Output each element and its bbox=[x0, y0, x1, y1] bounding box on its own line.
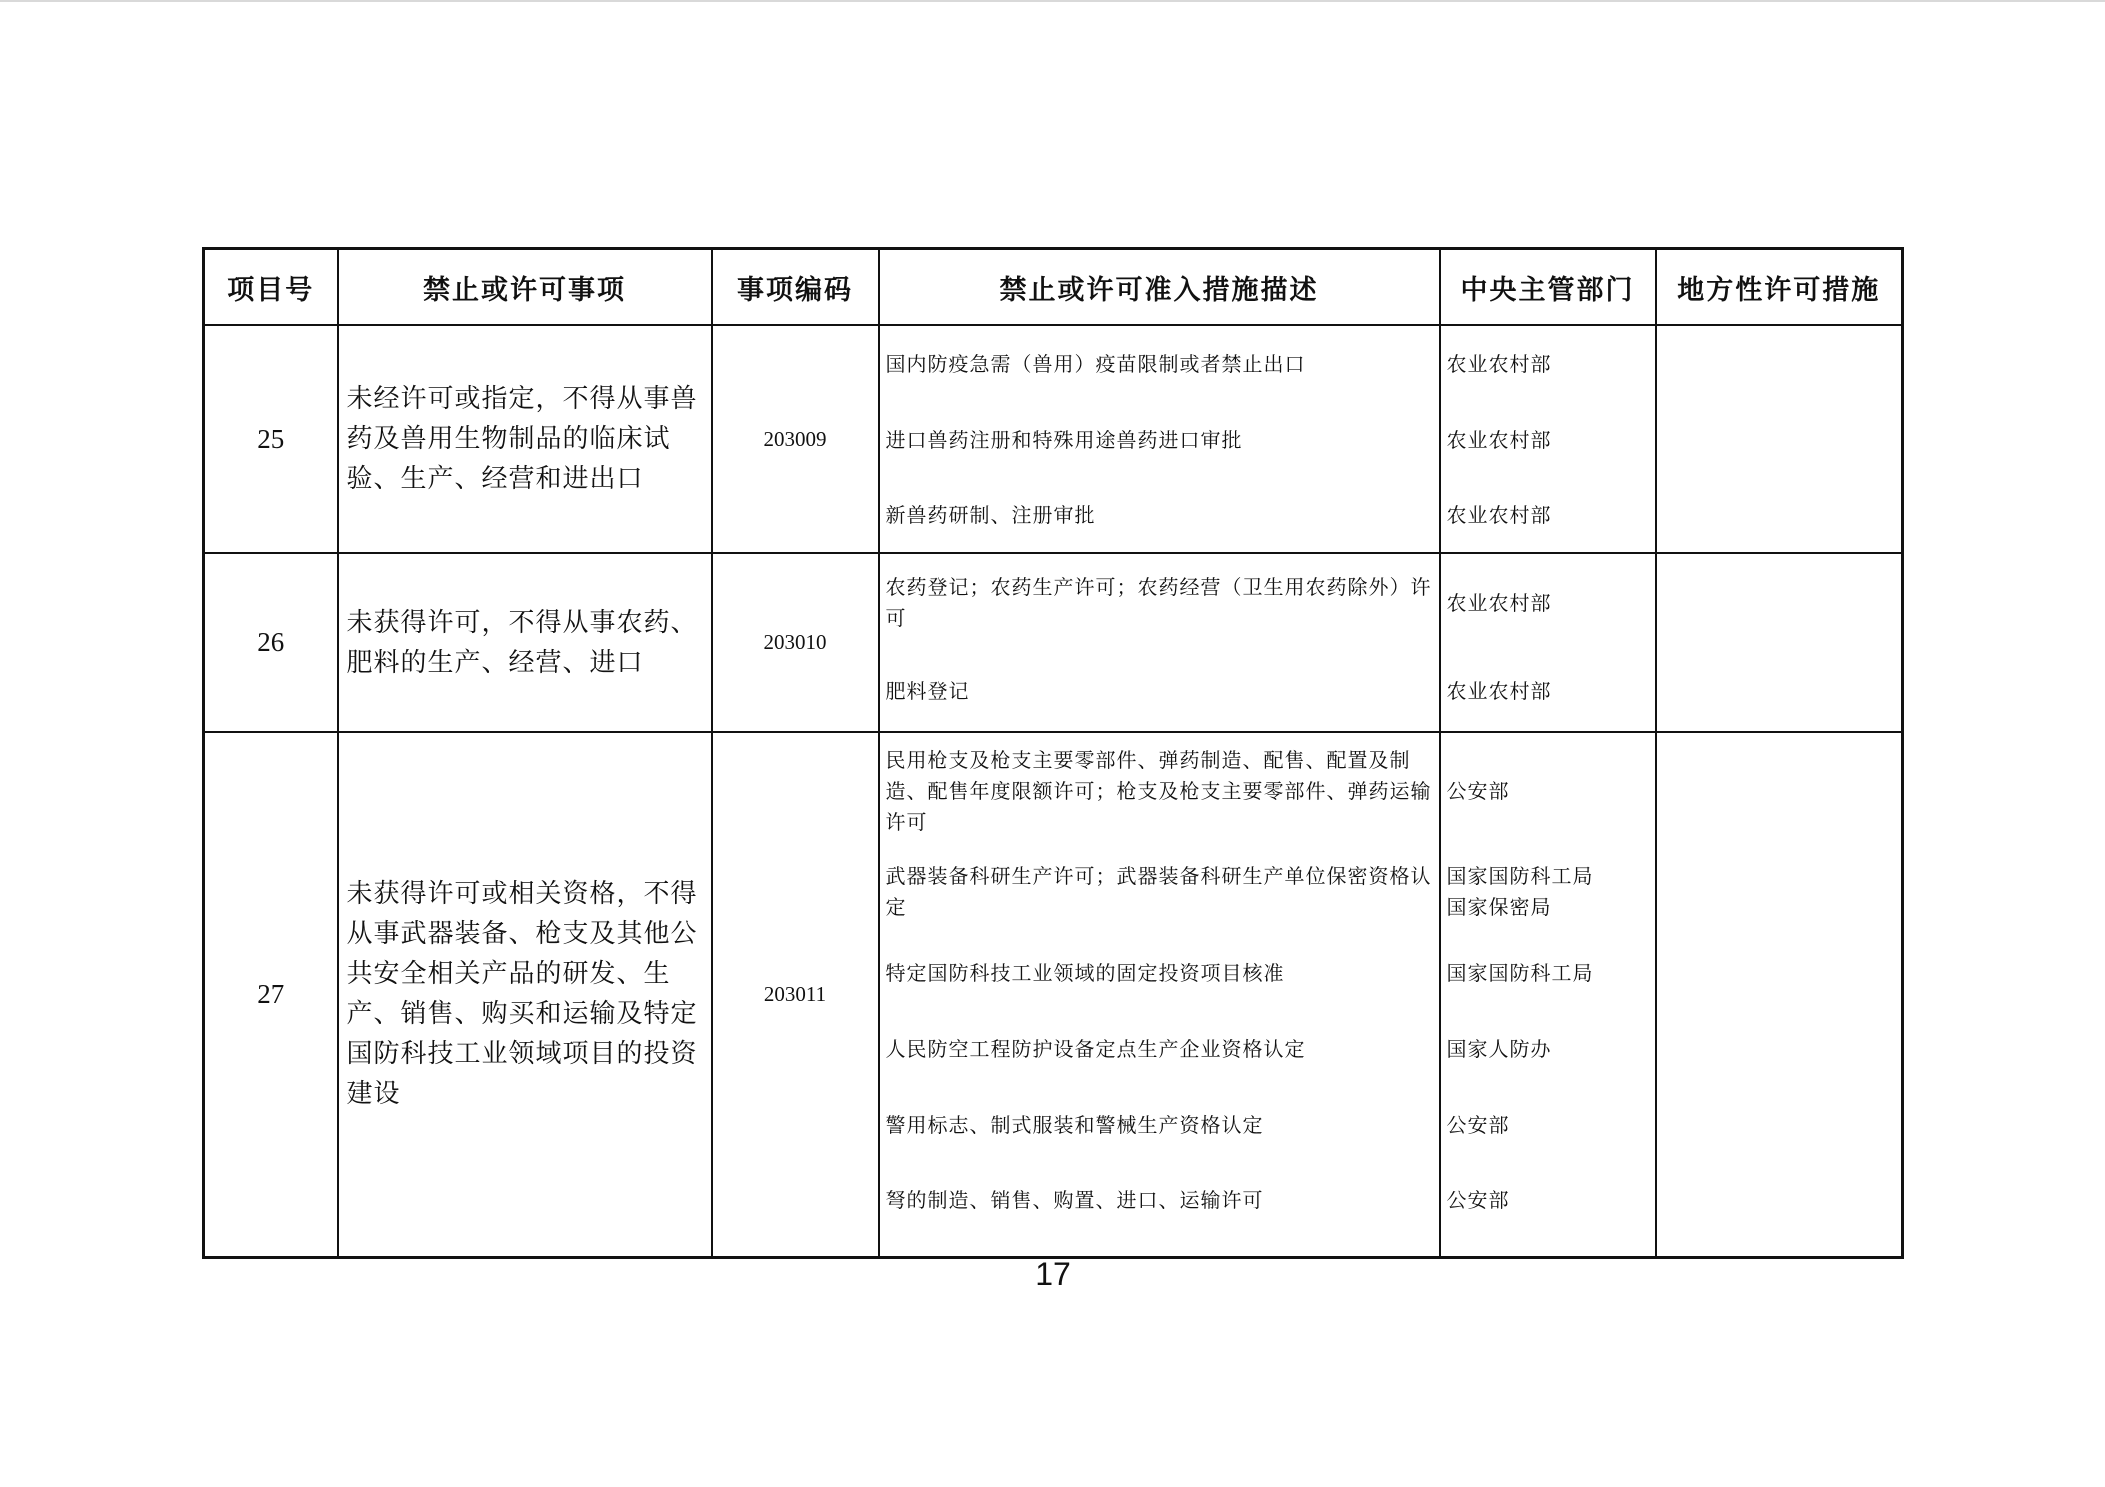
description-cell bbox=[879, 553, 1440, 732]
measure-description: 人民防空工程防护设备定点生产企业资格认定 bbox=[885, 1036, 1306, 1061]
header-department: 中央主管部门 bbox=[1440, 249, 1656, 326]
item-cell: 未经许可或指定，不得从事兽药及兽用生物制品的临床试验、生产、经营和进出口 bbox=[338, 325, 712, 553]
measure-department: 公安部 bbox=[1446, 1112, 1510, 1137]
department-cell bbox=[1440, 325, 1656, 553]
measure-department: 农业农村部 bbox=[1446, 590, 1552, 615]
measure-description: 新兽药研制、注册审批 bbox=[885, 502, 1096, 527]
measure-description: 弩的制造、销售、购置、进口、运输许可 bbox=[885, 1188, 1264, 1212]
department-cell bbox=[1440, 732, 1656, 1257]
code-cell: 203009 bbox=[712, 325, 879, 553]
measure-department: 国家国防科工局 国家保密局 bbox=[1446, 864, 1594, 919]
header-description: 禁止或许可准入措施描述 bbox=[879, 249, 1440, 326]
code-cell: 203011 bbox=[712, 732, 879, 1257]
measure-department: 公安部 bbox=[1446, 778, 1510, 803]
measure-department: 农业农村部 bbox=[1446, 351, 1552, 376]
item-no-cell: 26 bbox=[204, 553, 338, 732]
measure-description: 进口兽药注册和特殊用途兽药进口审批 bbox=[885, 427, 1243, 452]
measure-department: 公安部 bbox=[1446, 1188, 1510, 1212]
table-row bbox=[204, 553, 1903, 732]
header-item-no: 项目号 bbox=[204, 249, 338, 326]
code-cell: 203010 bbox=[712, 553, 879, 732]
header-code: 事项编码 bbox=[712, 249, 879, 326]
top-rule bbox=[0, 0, 2105, 2]
page-number: 17 bbox=[1035, 1256, 1071, 1292]
measure-department: 农业农村部 bbox=[1446, 679, 1552, 703]
measure-department: 农业农村部 bbox=[1446, 427, 1552, 452]
department-cell bbox=[1440, 553, 1656, 732]
measure-description: 农药登记；农药生产许可；农药经营（卫生用农药除外）许可 bbox=[885, 575, 1432, 630]
market-access-table bbox=[202, 247, 1904, 1259]
local-measures-cell bbox=[1656, 732, 1903, 1257]
measure-department: 国家国防科工局 bbox=[1446, 960, 1594, 985]
description-cell bbox=[879, 325, 1440, 553]
measure-description: 特定国防科技工业领域的固定投资项目核准 bbox=[885, 960, 1285, 985]
table-header-row bbox=[204, 249, 1903, 326]
measure-description: 警用标志、制式服装和警械生产资格认定 bbox=[885, 1112, 1264, 1137]
measure-description: 武器装备科研生产许可；武器装备科研生产单位保密资格认定 bbox=[885, 864, 1432, 919]
local-measures-cell bbox=[1656, 325, 1903, 553]
header-item: 禁止或许可事项 bbox=[338, 249, 712, 326]
table-row bbox=[204, 732, 1903, 1257]
item-cell: 未获得许可或相关资格，不得从事武器装备、枪支及其他公共安全相关产品的研发、生产、销售、购买和运输及特定国防科技工业领域项目的投资建设 bbox=[338, 732, 712, 1257]
table-row bbox=[204, 325, 1903, 553]
header-local-measures: 地方性许可措施 bbox=[1656, 249, 1903, 326]
item-no-cell: 27 bbox=[204, 732, 338, 1257]
measure-description: 民用枪支及枪支主要零部件、弹药制造、配售、配置及制造、配售年度限额许可；枪支及枪支主要零部件、弹药运输许可 bbox=[885, 747, 1432, 834]
item-no-cell: 25 bbox=[204, 325, 338, 553]
local-measures-cell bbox=[1656, 553, 1903, 732]
measure-description: 国内防疫急需（兽用）疫苗限制或者禁止出口 bbox=[885, 351, 1306, 376]
item-cell: 未获得许可，不得从事农药、肥料的生产、经营、进口 bbox=[338, 553, 712, 732]
measure-department: 国家人防办 bbox=[1446, 1036, 1552, 1061]
description-cell bbox=[879, 732, 1440, 1257]
measure-description: 肥料登记 bbox=[885, 679, 970, 703]
measure-department: 农业农村部 bbox=[1446, 502, 1552, 527]
